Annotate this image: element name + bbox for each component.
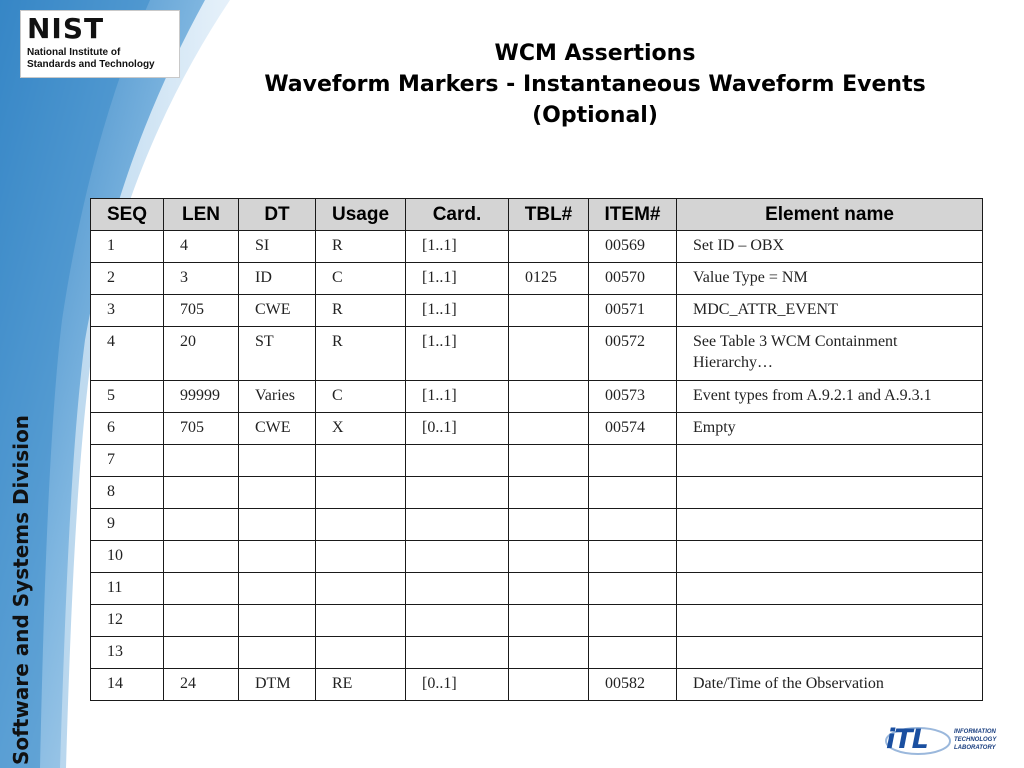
cell-card <box>406 445 509 477</box>
cell-len: 3 <box>164 263 239 295</box>
cell-len <box>164 445 239 477</box>
cell-seq: 13 <box>91 637 164 669</box>
cell-usage: R <box>316 231 406 263</box>
cell-dt <box>239 637 316 669</box>
cell-tbl <box>509 509 589 541</box>
cell-dt: ID <box>239 263 316 295</box>
cell-usage: RE <box>316 669 406 701</box>
cell-len <box>164 477 239 509</box>
nist-logo-name-line2: Standards and Technology <box>27 59 155 70</box>
cell-tbl <box>509 381 589 413</box>
cell-card <box>406 637 509 669</box>
cell-usage <box>316 637 406 669</box>
cell-usage <box>316 477 406 509</box>
table-row <box>91 605 983 637</box>
cell-dt: CWE <box>239 295 316 327</box>
cell-element-name <box>677 541 983 573</box>
cell-card: [1..1] <box>406 327 509 381</box>
cell-tbl <box>509 669 589 701</box>
cell-usage: C <box>316 263 406 295</box>
cell-usage <box>316 541 406 573</box>
cell-seq: 11 <box>91 573 164 605</box>
cell-tbl <box>509 477 589 509</box>
cell-element-name: MDC_ATTR_EVENT <box>677 295 983 327</box>
cell-item: 00572 <box>589 327 677 381</box>
cell-card: [1..1] <box>406 263 509 295</box>
cell-item <box>589 573 677 605</box>
cell-dt: CWE <box>239 413 316 445</box>
table-row <box>91 381 983 413</box>
cell-dt: Varies <box>239 381 316 413</box>
cell-element-name: Date/Time of the Observation <box>677 669 983 701</box>
cell-tbl <box>509 413 589 445</box>
cell-len: 4 <box>164 231 239 263</box>
cell-usage <box>316 573 406 605</box>
column-header-element-name: Element name <box>677 199 983 231</box>
cell-usage: X <box>316 413 406 445</box>
cell-dt: SI <box>239 231 316 263</box>
cell-seq: 14 <box>91 669 164 701</box>
cell-item <box>589 477 677 509</box>
cell-len: 99999 <box>164 381 239 413</box>
cell-seq: 5 <box>91 381 164 413</box>
cell-seq: 12 <box>91 605 164 637</box>
cell-seq: 3 <box>91 295 164 327</box>
itl-logo <box>884 722 1012 760</box>
slide-title-line2: Waveform Markers - Instantaneous Waveform Events <box>264 72 926 97</box>
table-row <box>91 445 983 477</box>
table-row <box>91 637 983 669</box>
table-row <box>91 509 983 541</box>
cell-element-name: Value Type = NM <box>677 263 983 295</box>
cell-tbl <box>509 231 589 263</box>
cell-seq: 1 <box>91 231 164 263</box>
cell-item: 00573 <box>589 381 677 413</box>
cell-len <box>164 509 239 541</box>
slide-title <box>200 38 990 131</box>
cell-dt <box>239 477 316 509</box>
cell-element-name: Event types from A.9.2.1 and A.9.3.1 <box>677 381 983 413</box>
cell-len <box>164 637 239 669</box>
cell-card <box>406 605 509 637</box>
cell-usage: R <box>316 295 406 327</box>
cell-len: 24 <box>164 669 239 701</box>
cell-card <box>406 477 509 509</box>
cell-tbl <box>509 541 589 573</box>
column-header-len: LEN <box>164 199 239 231</box>
cell-dt <box>239 573 316 605</box>
itl-logo-line2: TECHNOLOGY <box>954 737 997 743</box>
cell-seq: 8 <box>91 477 164 509</box>
cell-tbl <box>509 445 589 477</box>
cell-element-name <box>677 445 983 477</box>
cell-tbl <box>509 573 589 605</box>
column-header-item: ITEM# <box>589 199 677 231</box>
cell-tbl <box>509 295 589 327</box>
cell-item <box>589 509 677 541</box>
cell-len: 705 <box>164 295 239 327</box>
nist-logo-name <box>27 47 173 71</box>
cell-usage <box>316 445 406 477</box>
itl-logo-line3: LABORATORY <box>954 745 996 751</box>
cell-usage: R <box>316 327 406 381</box>
itl-logo-line1: INFORMATION <box>954 729 996 735</box>
table-row <box>91 541 983 573</box>
cell-item: 00570 <box>589 263 677 295</box>
cell-card: [1..1] <box>406 381 509 413</box>
column-header-dt: DT <box>239 199 316 231</box>
cell-item <box>589 605 677 637</box>
cell-card: [1..1] <box>406 295 509 327</box>
division-label: Software and Systems Division <box>9 414 33 765</box>
cell-dt: ST <box>239 327 316 381</box>
cell-tbl <box>509 327 589 381</box>
cell-element-name: Empty <box>677 413 983 445</box>
nist-logo-mark: NIST <box>27 12 105 45</box>
cell-item: 00582 <box>589 669 677 701</box>
cell-element-name <box>677 509 983 541</box>
table-row <box>91 477 983 509</box>
table-header-row <box>91 199 983 231</box>
cell-len: 20 <box>164 327 239 381</box>
table-row <box>91 327 983 381</box>
cell-item: 00571 <box>589 295 677 327</box>
cell-card: [0..1] <box>406 669 509 701</box>
cell-element-name <box>677 605 983 637</box>
itl-logo-text <box>954 728 996 752</box>
cell-tbl <box>509 637 589 669</box>
column-header-tbl: TBL# <box>509 199 589 231</box>
cell-item <box>589 445 677 477</box>
cell-seq: 10 <box>91 541 164 573</box>
cell-seq: 9 <box>91 509 164 541</box>
table-row <box>91 573 983 605</box>
cell-len <box>164 541 239 573</box>
table-row <box>91 263 983 295</box>
cell-len <box>164 573 239 605</box>
segment-table <box>90 198 983 701</box>
cell-card <box>406 573 509 605</box>
column-header-card: Card. <box>406 199 509 231</box>
cell-tbl: 0125 <box>509 263 589 295</box>
column-header-usage: Usage <box>316 199 406 231</box>
table-row <box>91 231 983 263</box>
table-row <box>91 669 983 701</box>
cell-element-name <box>677 573 983 605</box>
cell-dt <box>239 541 316 573</box>
cell-element-name <box>677 637 983 669</box>
cell-element-name: See Table 3 WCM Containment Hierarchy… <box>677 327 983 381</box>
nist-logo <box>20 10 180 78</box>
cell-dt <box>239 605 316 637</box>
cell-seq: 2 <box>91 263 164 295</box>
cell-seq: 6 <box>91 413 164 445</box>
itl-logo-mark: iTL <box>886 724 928 755</box>
table-body <box>91 231 983 701</box>
cell-len: 705 <box>164 413 239 445</box>
cell-element-name: Set ID – OBX <box>677 231 983 263</box>
cell-usage <box>316 605 406 637</box>
table-row <box>91 413 983 445</box>
cell-dt: DTM <box>239 669 316 701</box>
cell-card: [0..1] <box>406 413 509 445</box>
cell-len <box>164 605 239 637</box>
table-row <box>91 295 983 327</box>
cell-seq: 4 <box>91 327 164 381</box>
nist-logo-name-line1: National Institute of <box>27 47 121 58</box>
cell-card <box>406 509 509 541</box>
cell-usage: C <box>316 381 406 413</box>
cell-item: 00569 <box>589 231 677 263</box>
cell-seq: 7 <box>91 445 164 477</box>
cell-item <box>589 541 677 573</box>
cell-dt <box>239 509 316 541</box>
slide-title-line3: (Optional) <box>532 103 658 128</box>
cell-element-name <box>677 477 983 509</box>
slide-title-line1: WCM Assertions <box>494 41 696 66</box>
cell-dt <box>239 445 316 477</box>
cell-usage <box>316 509 406 541</box>
column-header-seq: SEQ <box>91 199 164 231</box>
cell-tbl <box>509 605 589 637</box>
cell-card <box>406 541 509 573</box>
cell-item: 00574 <box>589 413 677 445</box>
cell-item <box>589 637 677 669</box>
cell-card: [1..1] <box>406 231 509 263</box>
